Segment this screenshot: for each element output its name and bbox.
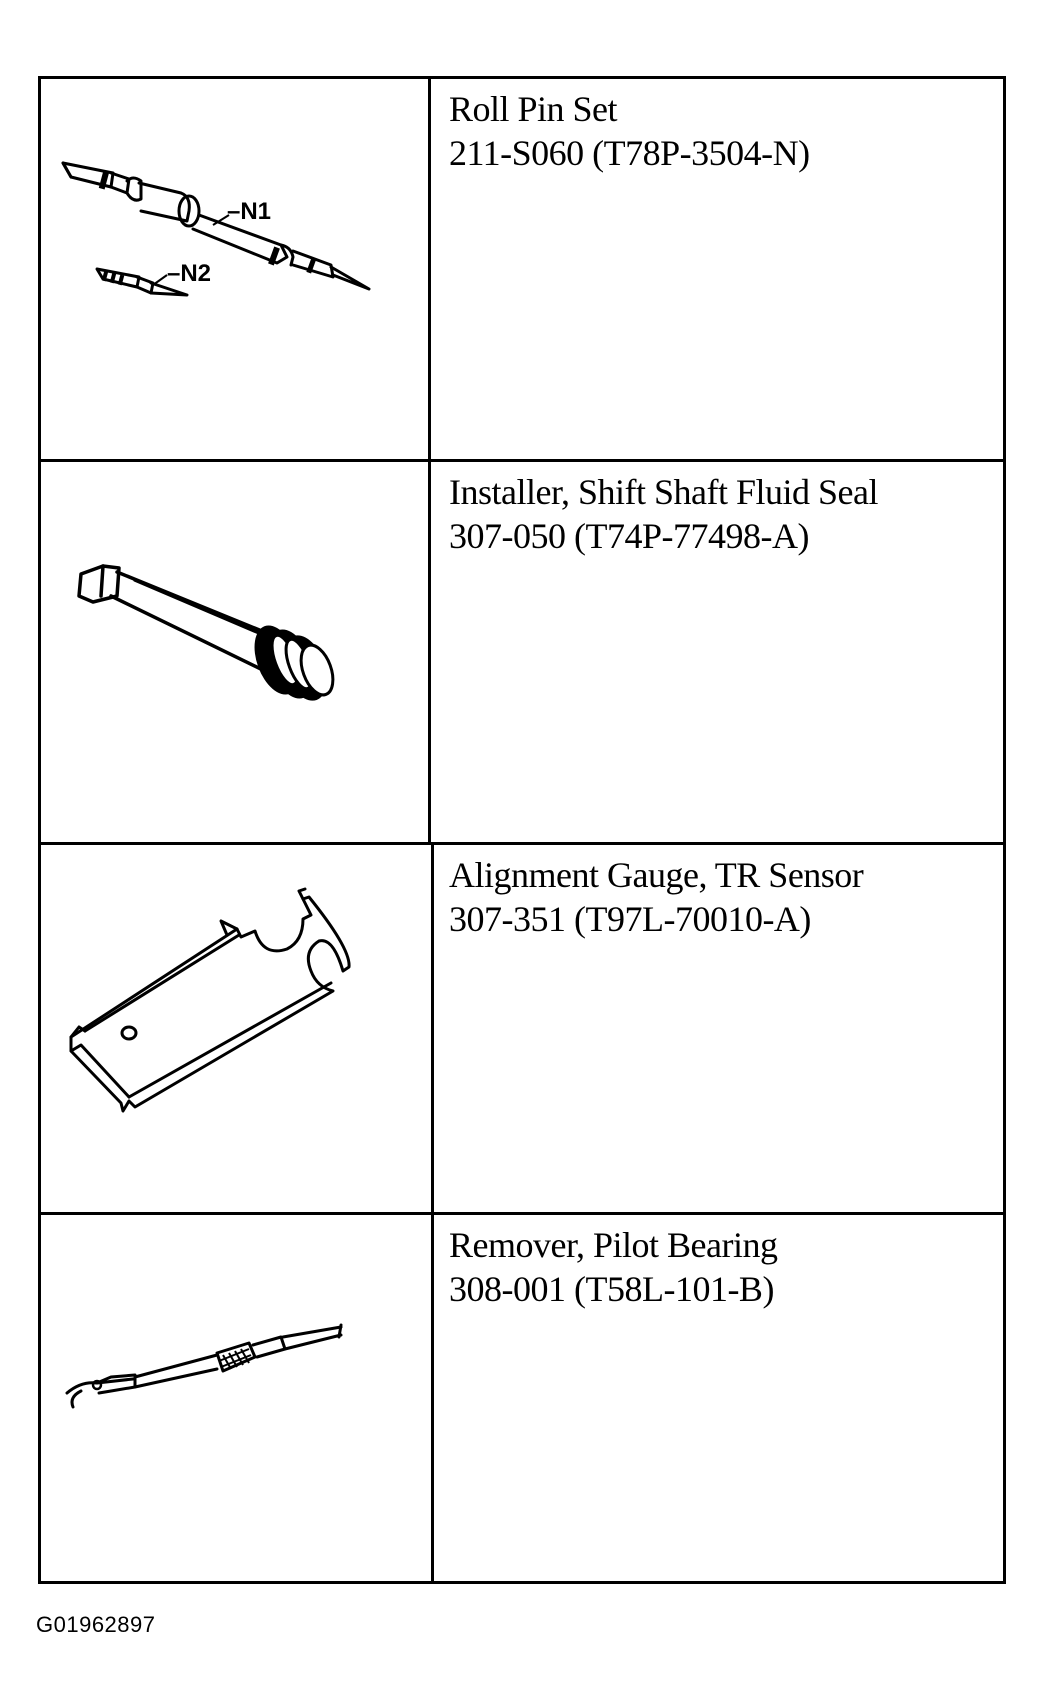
tool-text-cell [449, 853, 995, 941]
tool-name: Roll Pin Set [449, 89, 618, 129]
seal-installer-illustration [41, 462, 431, 842]
tool-name: Remover, Pilot Bearing [449, 1225, 778, 1265]
tool-text-cell [449, 1223, 995, 1311]
callout-n2: –N2 [167, 260, 212, 287]
tool-number: 308-001 (T58L-101-B) [449, 1269, 774, 1309]
roll-pin-set-illustration [41, 79, 431, 459]
tool-row-seal-installer [41, 462, 1003, 845]
pilot-bearing-remover-illustration [41, 1215, 434, 1579]
alignment-gauge-illustration [41, 845, 434, 1213]
tool-image-cell [41, 845, 434, 1212]
tool-name: Installer, Shift Shaft Fluid Seal [449, 472, 879, 512]
special-tools-table [38, 76, 1006, 1584]
tool-name: Alignment Gauge, TR Sensor [449, 855, 864, 895]
tool-image-cell [41, 1215, 434, 1581]
callout-n1: –N1 [227, 198, 272, 225]
tool-number: 307-351 (T97L-70010-A) [449, 899, 811, 939]
tool-image-cell [41, 79, 431, 459]
tool-row-alignment-gauge [41, 845, 1003, 1215]
tool-row-pilot-bearing-remover [41, 1215, 1003, 1581]
tool-row-roll-pin-set [41, 79, 1003, 462]
tool-text-cell [449, 470, 995, 558]
figure-id: G01962897 [36, 1612, 156, 1637]
tool-image-cell [41, 462, 431, 842]
tool-number: 307-050 (T74P-77498-A) [449, 516, 809, 556]
tool-text-cell [449, 87, 995, 175]
tool-number: 211-S060 (T78P-3504-N) [449, 133, 810, 173]
